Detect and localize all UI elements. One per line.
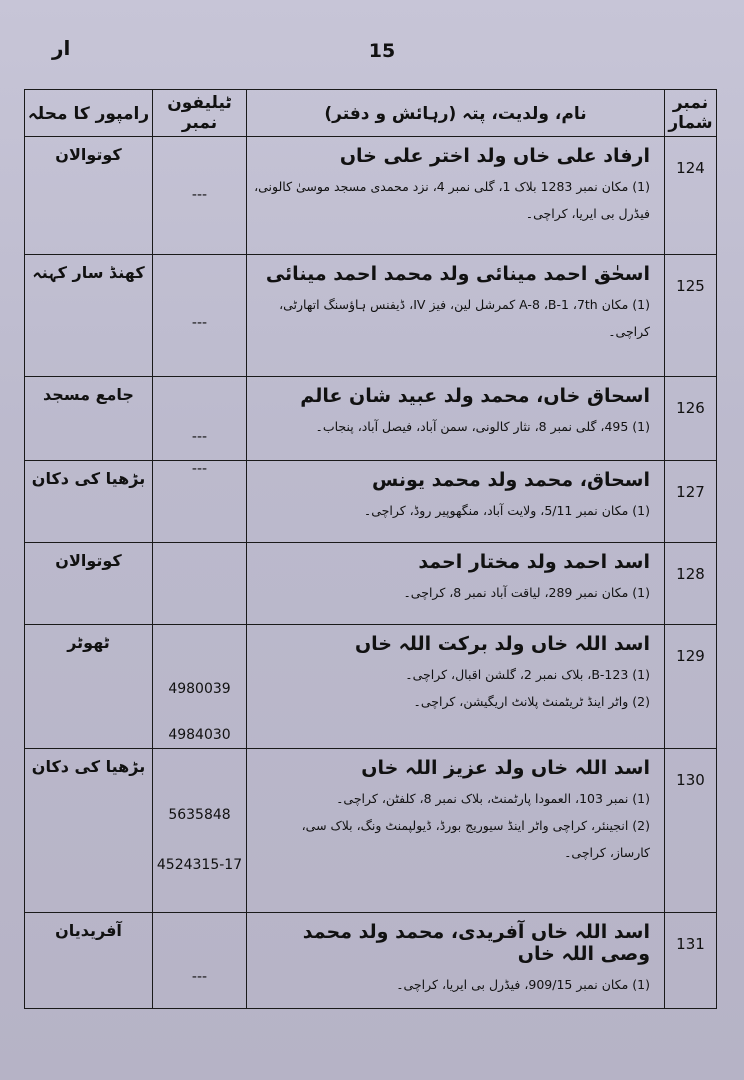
telephone-number: --- (191, 969, 208, 985)
table-row (25, 543, 717, 625)
area-name: ٹھوٹر (25, 625, 153, 749)
address-block (247, 491, 664, 524)
header-telephone: ٹیلیفون نمبر (153, 90, 247, 137)
telephone-number: --- (191, 187, 208, 203)
table-row (25, 749, 717, 913)
name-address-cell (247, 543, 665, 625)
area-name: جامع مسجد (25, 377, 153, 461)
person-name: اسد اللہ خاں ولد عزیز اللہ خاں (361, 757, 650, 779)
serial-number: 129 (665, 625, 717, 749)
page-number: 15 (368, 40, 396, 62)
header-serial: نمبر شمار (665, 90, 717, 137)
name-address-cell (247, 461, 665, 543)
serial-number: 124 (665, 137, 717, 255)
address-line: (1) مکان A-8 ،B-1 ،7th کمرشل لین، فیز IV، ڈیفنس ہاؤسنگ اتھارٹی، (279, 297, 650, 312)
serial-number: 127 (665, 461, 717, 543)
address-block (247, 407, 664, 440)
header-name: نام، ولدیت، پتہ (رہائش و دفتر) (247, 90, 665, 137)
telephone-cell (153, 913, 247, 1009)
area-name: بڑھیا کی دکان (25, 461, 153, 543)
telephone-number: 4980039 (168, 681, 231, 697)
person-name: اسحاق خاں، محمد ولد عبید شان عالم (300, 385, 650, 407)
address-line: (1) مکان نمبر 909/15، فیڈرل بی ایریا، کراچی۔ (396, 977, 650, 992)
table-row (25, 625, 717, 749)
table-row (25, 377, 717, 461)
name-address-cell (247, 913, 665, 1009)
serial-number: 126 (665, 377, 717, 461)
address-line: (1) 495، گلی نمبر 8، نثار کالونی، سمن آباد، فیصل آباد، پنجاب۔ (315, 419, 650, 434)
person-name: اسد اللہ خاں ولد برکت اللہ خاں (354, 633, 650, 655)
telephone-number: 5635848 (168, 807, 231, 823)
address-line: (1) نمبر 103، العمودا پارٹمنٹ، بلاک نمبر 8، کلفٹن، کراچی۔ (336, 791, 650, 806)
address-line: کارساز، کراچی۔ (564, 845, 650, 860)
serial-number: 130 (665, 749, 717, 913)
address-block (247, 167, 664, 227)
telephone-number: 4984030 (168, 727, 231, 743)
person-name: اسد احمد ولد مختار احمد (418, 551, 650, 573)
person-name: اسحاق، محمد ولد محمد یونس (372, 469, 650, 491)
header-area: رامپور کا محلہ (25, 90, 153, 137)
directory-table (24, 89, 717, 1009)
address-line: کراچی۔ (608, 324, 650, 339)
telephone-number: --- (191, 429, 208, 445)
address-block (247, 965, 664, 998)
name-address-cell (247, 255, 665, 377)
person-name: اسد اللہ خاں آفریدی، محمد ولد محمد وصی اللہ خاں (302, 921, 650, 965)
telephone-cell (153, 461, 247, 543)
address-block (247, 573, 664, 606)
serial-number: 131 (665, 913, 717, 1009)
address-block (247, 285, 664, 345)
area-name: کوتوالان (25, 543, 153, 625)
telephone-cell (153, 749, 247, 913)
address-line: فیڈرل بی ایریا، کراچی۔ (525, 206, 650, 221)
table-row (25, 461, 717, 543)
address-line: (2) واٹر اینڈ ٹریٹمنٹ پلانٹ اریگیشن، کراچی۔ (413, 694, 650, 709)
header-row (25, 90, 717, 137)
name-address-cell (247, 137, 665, 255)
address-line: (1) مکان نمبر 5/11، ولایت آباد، منگھوپیر روڈ، کراچی۔ (363, 503, 650, 518)
telephone-cell (153, 137, 247, 255)
telephone-number: 4524315-17 (156, 857, 243, 873)
table-row (25, 255, 717, 377)
telephone-number: --- (191, 461, 208, 477)
name-address-cell (247, 377, 665, 461)
corner-letter: ار (52, 36, 71, 60)
area-name: بڑھیا کی دکان (25, 749, 153, 913)
person-name: اسحٰق احمد مینائی ولد محمد احمد مینائی (265, 263, 650, 285)
serial-number: 128 (665, 543, 717, 625)
area-name: کھنڈ سار کہنہ (25, 255, 153, 377)
name-address-cell (247, 749, 665, 913)
telephone-cell (153, 255, 247, 377)
table-row (25, 913, 717, 1009)
telephone-number: --- (191, 315, 208, 331)
address-line: (1) مکان نمبر 1283 بلاک 1، گلی نمبر 4، نزد محمدی مسجد موسیٰ کالونی، (254, 179, 650, 194)
telephone-cell (153, 625, 247, 749)
telephone-cell (153, 377, 247, 461)
area-name: کوتوالان (25, 137, 153, 255)
table-row (25, 137, 717, 255)
address-block (247, 779, 664, 866)
address-line: (1) مکان نمبر 289، لیاقت آباد نمبر 8، کراچی۔ (403, 585, 650, 600)
telephone-cell (153, 543, 247, 625)
name-address-cell (247, 625, 665, 749)
serial-number: 125 (665, 255, 717, 377)
area-name: آفریدیان (25, 913, 153, 1009)
address-block (247, 655, 664, 715)
person-name: ارفاد علی خاں ولد اختر علی خاں (339, 145, 650, 167)
address-line: (1) B-123، بلاک نمبر 2، گلشن اقبال، کراچی۔ (405, 667, 650, 682)
address-line: (2) انجینئر، کراچی واٹر اینڈ سیوریج بورڈ، ڈیولپمنٹ ونگ، بلاک سی، (301, 818, 650, 833)
